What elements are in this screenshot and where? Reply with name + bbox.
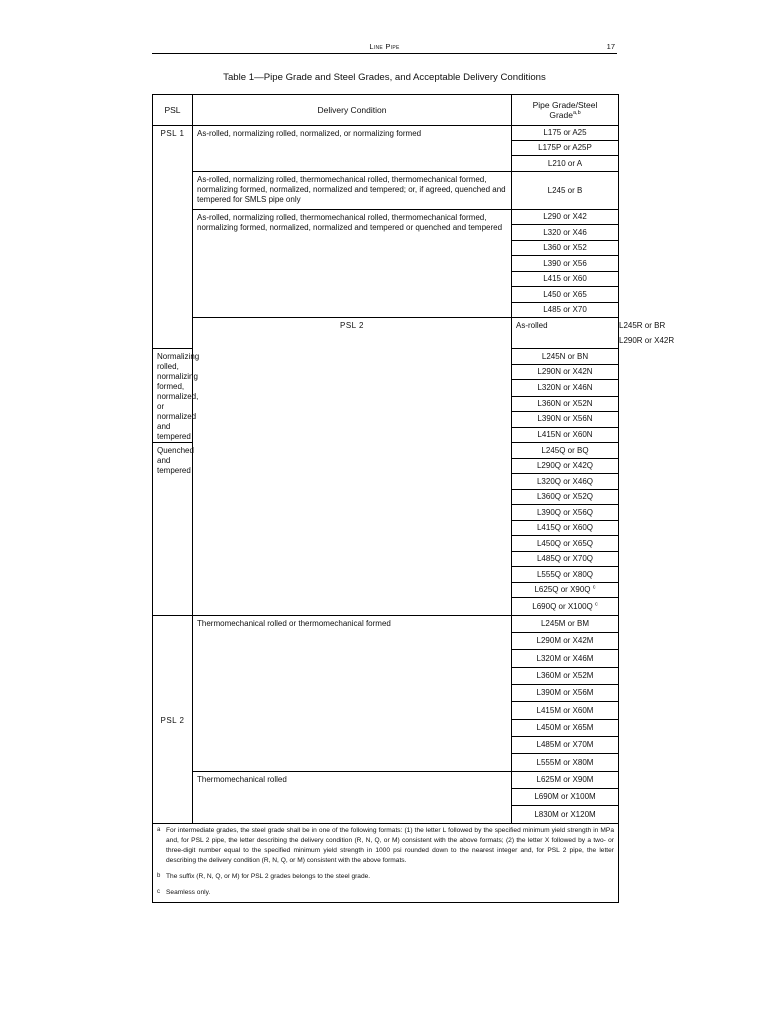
pipe-grade-cell: [512, 396, 619, 411]
pipe-grade-text: L320Q or X46Q: [536, 476, 594, 486]
table-row: [153, 172, 619, 210]
footnote-text: For intermediate grades, the steel grade shall be in one of the following formats: (1) the letter L followed by the specified minimum yield strength in MPa and, for PSL 2 pipe, the letter describing the delivery condition (R, N, Q, or M) consistent with the above formats; (2) the letter X followed by a two- or three-digit number equal to the specified minimum yield strength in 1000 psi rounded down to the nearest integer and, for PSL 2 pipe, the letter describing the delivery condition (R, N, Q, or M) consistent with the above formats.: [166, 827, 614, 864]
delivery-condition-cell: As-rolled: [512, 318, 619, 349]
footnote-c: [157, 888, 614, 898]
footnote-mark: a: [157, 827, 161, 833]
delivery-condition-cell: As-rolled, normalizing rolled, normalized, or normalizing formed: [193, 126, 512, 172]
footnote-a: [157, 826, 614, 866]
header-pipe-grade-label: Pipe Grade/Steel Grade: [532, 100, 598, 120]
header-pipe-grade-footnote-ref: a,b: [572, 110, 581, 117]
pipe-grade-text: L450Q or X65Q: [536, 538, 594, 548]
pipe-grade-cell: [512, 772, 619, 789]
pipe-grade-cell: [512, 754, 619, 772]
table-row: [153, 126, 619, 141]
pipe-grade-text: L485 or X70: [543, 305, 587, 314]
pipe-grade-text: L690M or X100M: [534, 792, 596, 801]
delivery-condition-cell: Thermomechanical rolled: [193, 772, 512, 824]
header-psl: PSL: [153, 95, 193, 126]
pipe-grade-text: L245Q or BQ: [541, 445, 589, 455]
pipe-grade-cell: [512, 552, 619, 567]
pipe-grade-text: L830M or X120M: [534, 809, 596, 819]
pipe-grade-text: L625Q or X90Q: [534, 585, 591, 594]
pipe-grade-cell: [512, 287, 619, 303]
pipe-grade-cell: [512, 616, 619, 633]
header-pipe-grade: [512, 95, 619, 126]
pipe-grade-text: L415Q or X60Q: [536, 523, 594, 532]
pipe-grade-cell: [512, 536, 619, 552]
page-number: 17: [606, 42, 615, 51]
delivery-condition-cell: As-rolled, normalizing rolled, thermomechanical rolled, thermomechanical formed, normalizing formed, normalized, normalized and tempered or quenched and tempered: [193, 210, 512, 318]
header-delivery-condition: Delivery Condition: [193, 95, 512, 126]
pipe-grade-cell: [512, 737, 619, 754]
pipe-grade-text: L485M or X70M: [536, 740, 594, 749]
pipe-grade-cell: [512, 365, 619, 380]
pipe-grade-cell: [512, 567, 619, 583]
delivery-condition-cell: Thermomechanical rolled or thermomechanical formed: [193, 616, 512, 772]
pipe-grade-text: L245R or BR: [619, 320, 666, 330]
pipe-grade-cell: [512, 349, 619, 365]
pipe-grade-cell: [512, 583, 619, 598]
pipe-grade-text: L320 or X46: [543, 227, 587, 237]
pipe-grade-cell: [512, 225, 619, 241]
pipe-grade-text: L245N or BN: [541, 351, 589, 361]
pipe-grade-text: L320M or X46M: [536, 653, 594, 663]
pipe-grade-text: L360M or X52M: [536, 671, 594, 680]
pipe-grade-text: L210 or A: [547, 158, 583, 168]
pipe-grade-text: L485Q or X70Q: [536, 554, 594, 563]
pipe-grade-cell: [512, 633, 619, 650]
pipe-grade-table: [152, 94, 675, 903]
pipe-grade-text: L625M or X90M: [536, 775, 594, 784]
pipe-grade-cell: [512, 806, 619, 824]
pipe-grade-text: L390N or X56N: [537, 414, 593, 424]
psl-cell: PSL 2: [193, 318, 512, 616]
table-caption: Table 1—Pipe Grade and Steel Grades, and Acceptable Delivery Conditions: [223, 72, 546, 83]
pipe-grade-text: L555Q or X80Q: [536, 569, 594, 579]
table-row: [153, 772, 619, 789]
pipe-grade-cell: [512, 443, 619, 459]
pipe-grade-cell: [512, 490, 619, 505]
footnote-b: [157, 872, 614, 882]
pipe-grade-cell: [512, 789, 619, 806]
pipe-grade-text: L175 or A25: [543, 128, 587, 137]
footnote-text: Seamless only.: [166, 889, 211, 896]
pipe-grade-text: L390M or X56M: [536, 688, 594, 697]
running-header: [152, 41, 617, 54]
pipe-grade-cell: [512, 210, 619, 225]
pipe-grade-cell: [512, 380, 619, 396]
pipe-grade-text: L245 or B: [547, 185, 583, 195]
pipe-grade-cell: [512, 459, 619, 474]
pipe-grade-cell: [512, 272, 619, 287]
pipe-grade-cell: [512, 720, 619, 737]
psl-cell: PSL 1: [153, 126, 193, 349]
pipe-grade-cell: [512, 126, 619, 141]
pipe-grade-text: L450M or X65M: [536, 723, 594, 732]
pipe-grade-text: L360Q or X52Q: [536, 492, 594, 501]
notes-row: [153, 824, 619, 903]
footnote-ref: c: [594, 600, 598, 607]
pipe-grade-text: L555M or X80M: [536, 757, 594, 767]
pipe-grade-text: L320N or X46N: [537, 382, 593, 392]
delivery-condition-cell: Quenched and tempered: [153, 443, 193, 616]
pipe-grade-cell: [512, 172, 619, 210]
table-header-row: [153, 95, 619, 126]
pipe-grade-text: L290Q or X42Q: [536, 461, 594, 470]
pipe-grade-cell: [512, 141, 619, 156]
pipe-grade-text: L245M or BM: [540, 619, 590, 628]
footnote-mark: c: [157, 889, 160, 895]
pipe-grade-cell: [512, 411, 619, 427]
pipe-grade-text: L390 or X56: [543, 258, 587, 268]
table-notes: [153, 824, 619, 903]
footnote-text: The suffix (R, N, Q, or M) for PSL 2 grades belongs to the steel grade.: [166, 873, 371, 880]
pipe-grade-cell: [512, 505, 619, 521]
pipe-grade-cell: [512, 650, 619, 668]
pipe-grade-text: L290R or X42R: [619, 336, 675, 345]
pipe-grade-text: L175P or A25P: [538, 143, 592, 152]
delivery-condition-cell: As-rolled, normalizing rolled, thermomechanical rolled, thermomechanical formed, normalizing formed, normalized, normalized and tempered; or, if agreed, quenched and tempered for SMLS pipe only: [193, 172, 512, 210]
pipe-grade-text: L390Q or X56Q: [536, 507, 594, 517]
pipe-grade-cell: [512, 256, 619, 272]
pipe-grade-cell: [512, 427, 619, 442]
psl-cell: PSL 2: [153, 616, 193, 824]
pipe-grade-cell: [512, 668, 619, 685]
pipe-grade-text: L290N or X42N: [537, 367, 593, 377]
running-title: Line Pipe: [369, 42, 400, 51]
pipe-grade-cell: [512, 156, 619, 172]
table-row: [153, 210, 619, 225]
pipe-grade-text: L415 or X60: [543, 274, 587, 283]
pipe-grade-cell: [512, 598, 619, 616]
pipe-grade-text: L450 or X65: [543, 289, 587, 299]
pipe-grade-text: L690Q or X100Q: [532, 601, 593, 611]
table-body: [153, 126, 675, 824]
pipe-grade-cell: [512, 702, 619, 720]
pipe-grade-text: L415N or X60N: [537, 429, 593, 439]
pipe-grade-cell: [512, 521, 619, 536]
pipe-grade-text: L290M or X42M: [536, 636, 594, 645]
delivery-condition-cell: Normalizing rolled, normalizing formed, normalized, or normalized and tempered: [153, 349, 193, 443]
pipe-grade-text: L415M or X60M: [536, 705, 594, 715]
table-row: [153, 616, 619, 633]
table-row: [153, 318, 619, 334]
pipe-grade-text: L360N or X52N: [537, 398, 593, 408]
pipe-grade-cell: [512, 685, 619, 702]
pipe-grade-cell: [512, 303, 619, 318]
pipe-grade-text: L360 or X52: [543, 243, 587, 252]
pipe-grade-text: L290 or X42: [543, 212, 587, 221]
footnote-mark: b: [157, 873, 161, 879]
pipe-grade-cell: [512, 474, 619, 490]
footnote-ref: c: [592, 584, 596, 591]
pipe-grade-cell: [512, 241, 619, 256]
